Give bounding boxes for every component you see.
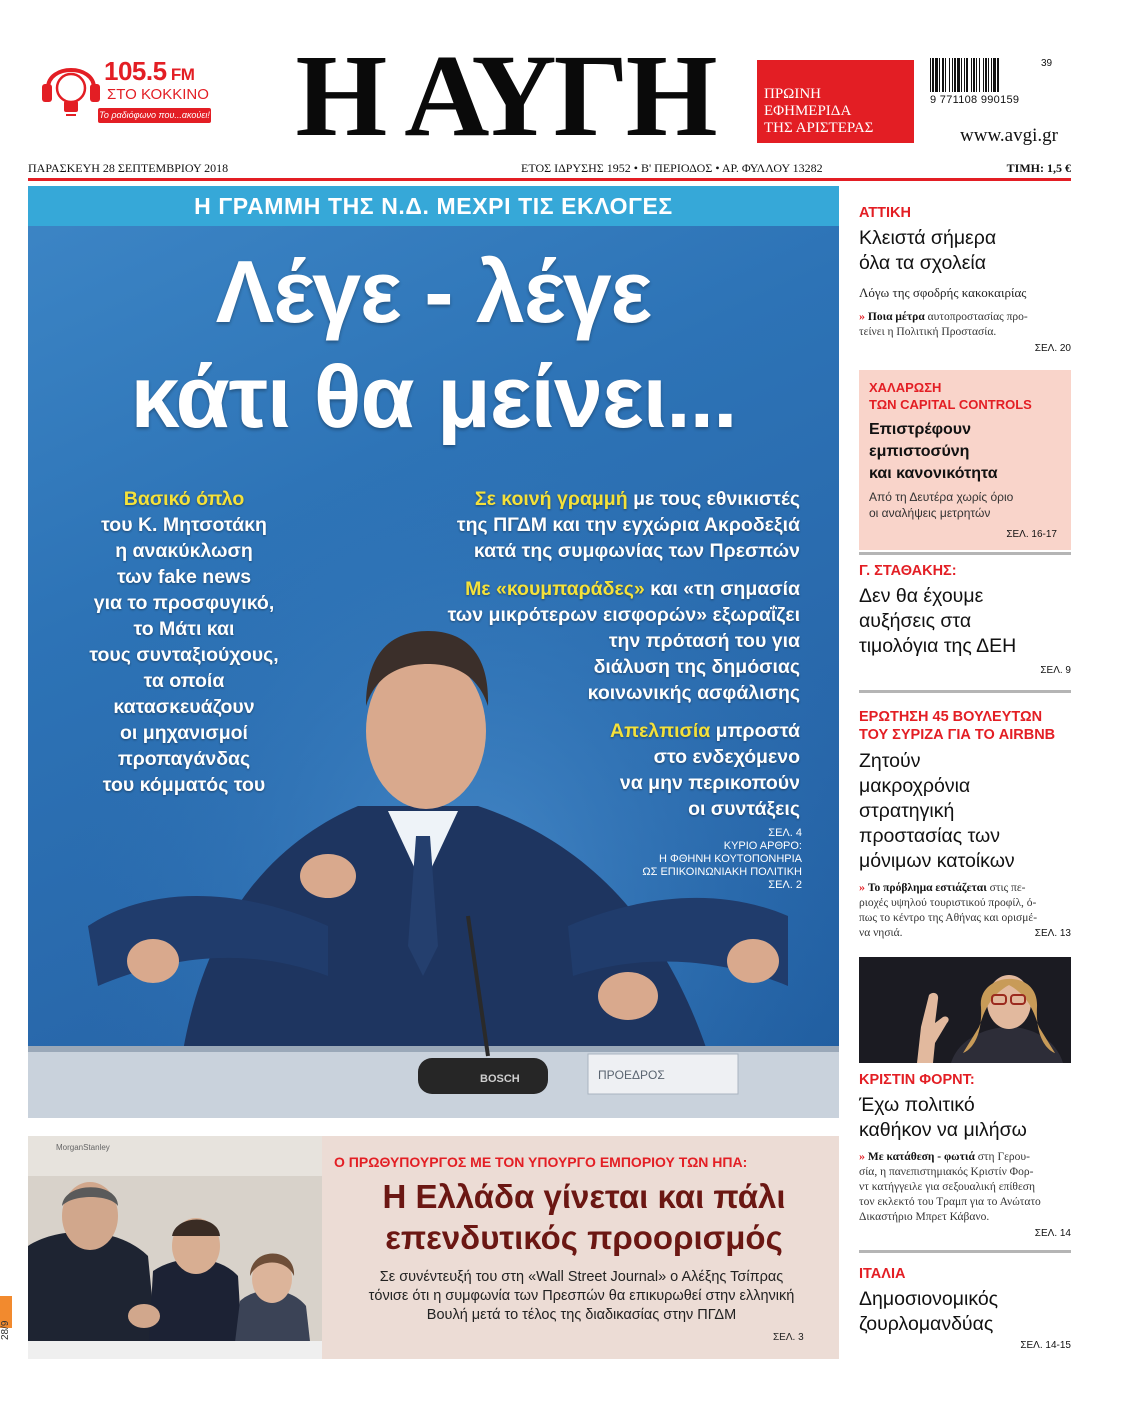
right-first-rest: μπροστά: [710, 720, 800, 742]
issue-code: 39: [1041, 58, 1053, 69]
sidebar-lead: [859, 309, 1071, 340]
lower-title: [334, 1176, 834, 1258]
headline-line: αυξήσεις στα: [859, 610, 972, 632]
lead-rest: αυτοπροστασίας προ-: [924, 311, 1028, 323]
lower-body: [334, 1268, 829, 1325]
sidebar-capital-controls[interactable]: [859, 370, 1071, 550]
lead-rest: στις πε-: [986, 882, 1026, 894]
ref-line: ΩΣ ΕΠΙΚΟΙΝΩΝΙΑΚΗ ΠΟΛΙΤΙΚΗ: [642, 866, 802, 878]
left-line: τους συνταξιούχους,: [89, 644, 279, 666]
radio-slogan: Το ραδιόφωνο που...ακούει!: [98, 108, 211, 123]
sidebar-headline: [859, 1287, 1071, 1337]
sidebar-stathakis[interactable]: [859, 562, 1071, 676]
barcode-issue: [1041, 58, 1065, 86]
right-highlight: Με «κουμπαράδες»: [465, 578, 645, 600]
left-line: του κόμματός του: [102, 774, 266, 796]
right-first-line: [358, 718, 800, 744]
left-line: του Κ. Μητσοτάκη: [101, 514, 267, 536]
lower-story[interactable]: [28, 1136, 839, 1359]
tagline-line: ΤΗΣ ΑΡΙΣΤΕΡΑΣ: [764, 120, 874, 136]
sidebar-page-ref: ΣΕΛ. 20: [1034, 343, 1071, 354]
right-line: την πρότασή του για: [608, 630, 800, 652]
headline-line: Ζητούν: [859, 750, 921, 772]
lower-body-line: Σε συνέντευξή του στη «Wall Street Journal» ο Αλέξης Τσίπρας: [379, 1269, 784, 1285]
lead-line: τον εκλεκτό του Τραμπ για το Ανώτατο: [859, 1196, 1041, 1208]
sidebar-subhead: [869, 489, 1061, 521]
sidebar-headline: [859, 226, 1071, 276]
price: ΤΙΜΗ: 1,5 €: [1006, 161, 1071, 175]
sidebar-kicker: ΙΤΑΛΙΑ: [859, 1266, 906, 1282]
sidebar-headline: [859, 584, 1071, 659]
lower-body-line: τόνισε ότι η συμφωνία των Πρεσπών θα επικυρωθεί στην ελληνική: [368, 1288, 795, 1304]
left-line: οι μηχανισμοί: [120, 722, 248, 744]
sidebar-kicker: ΕΡΩΤΗΣΗ 45 ΒΟΥΛΕΥΤΩΝ: [859, 709, 1043, 725]
left-line: η ανακύκλωση: [115, 540, 253, 562]
issue-date: ΠΑΡΑΣΚΕΥΗ 28 ΣΕΠΤΕΜΒΡΙΟΥ 2018: [28, 161, 229, 175]
radio-frequency: 105.5 FM: [104, 56, 195, 86]
headline-line: όλα τα σχολεία: [859, 252, 987, 274]
headline-line: και κανονικότητα: [869, 465, 998, 482]
sidebar-kicker: ΤΟΥ ΣΥΡΙΖΑ ΓΙΑ ΤΟ AIRBNB: [859, 727, 1056, 743]
sidebar-page-ref: ΣΕΛ. 13: [1034, 928, 1071, 939]
lead-line: Δικαστήριο Μπρετ Κάβανο.: [859, 1211, 990, 1223]
sidebar-kicker: ΤΩΝ CAPITAL CONTROLS: [869, 397, 1032, 412]
hero-right-column: [358, 486, 800, 834]
sidebar-kicker: ΚΡΙΣΤΙΝ ΦΟΡΝΤ:: [859, 1072, 975, 1088]
double-chevron-icon: »: [859, 1149, 865, 1163]
tagline-line: ΠΡΩΙΝΗ: [764, 86, 821, 102]
headline-line: ζουρλομανδύας: [859, 1313, 994, 1335]
sidebar-kicker: ΑΤΤΙΚΗ: [859, 205, 911, 221]
sidebar-divider: [859, 690, 1071, 693]
sidebar-headline: [869, 419, 1061, 485]
lightbulb-headphones-icon: [40, 54, 102, 124]
barcode-number: 9 771108 990159: [930, 94, 1020, 106]
headline-line: Δεν θα έχουμε: [859, 585, 984, 607]
right-highlight: Σε κοινή γραμμή: [474, 488, 628, 510]
right-paragraph: [358, 576, 800, 706]
issue-info: ΕΤΟΣ ΙΔΡΥΣΗΣ 1952 • Β' ΠΕΡΙΟΔΟΣ • ΑΡ. ΦΥΛΛΟΥ 13282: [521, 161, 823, 175]
hero-page-refs: [558, 827, 802, 892]
right-line: των μικρότερων εισφορών» εξωραΐζει: [447, 604, 800, 626]
hero-left-column: [50, 486, 318, 798]
photo-sign: MorganStanley: [56, 1143, 110, 1152]
lead-bold: Το πρόβλημα εστιάζεται: [867, 882, 987, 894]
headline-line: καθήκον να μιλήσω: [859, 1119, 1027, 1141]
website-link[interactable]: www.avgi.gr: [960, 125, 1058, 146]
sidebar-kicker: ΧΑΛΑΡΩΣΗ: [869, 380, 942, 395]
headline-line: εμπιστοσύνη: [869, 443, 970, 460]
right-paragraph: [358, 718, 800, 822]
mic-label: BOSCH: [480, 1073, 520, 1085]
hero-title-line: κάτι θα μείνει...: [130, 347, 737, 446]
right-line: οι συντάξεις: [688, 798, 800, 820]
hero-story[interactable]: [28, 186, 839, 1118]
right-line: στο ενδεχόμενο: [653, 746, 800, 768]
sidebar-kicker: Γ. ΣΤΑΘΑΚΗΣ:: [859, 563, 957, 579]
radio-name: ΣΤΟ ΚΟΚΚΙΝΟ: [107, 86, 209, 103]
right-line: κατά της συμφωνίας των Πρεσπών: [473, 540, 800, 562]
tagline-line: ΕΦΗΜΕΡΙΔΑ: [764, 103, 852, 119]
lower-page-ref: ΣΕΛ. 3: [773, 1332, 804, 1343]
left-line: κατασκευάζουν: [113, 696, 255, 718]
lead-line: να νησιά.: [859, 927, 903, 939]
left-line: για το προσφυγικό,: [93, 592, 275, 614]
sidebar-page-ref: ΣΕΛ. 14: [1034, 1228, 1071, 1239]
tagline-box: [757, 60, 914, 143]
sidebar-lead: [859, 1149, 1071, 1225]
lead-rest: στη Γερου-: [974, 1151, 1030, 1163]
edge-date: 28/9: [0, 1320, 11, 1340]
right-highlight: Απελπισία: [610, 720, 711, 742]
sidebar-attiki[interactable]: [859, 204, 1071, 354]
subhead-line: οι αναλήψεις μετρητών: [869, 506, 991, 520]
headline-line: προστασίας των: [859, 825, 1000, 847]
barcode-bars-icon: [930, 58, 1036, 92]
right-line: κοινωνικής ασφάλισης: [587, 682, 800, 704]
sidebar-subhead: Λόγω της σφοδρής κακοκαιρίας: [859, 285, 1027, 300]
left-line: των fake news: [116, 566, 252, 588]
tsipras-photo: [28, 1136, 322, 1359]
double-chevron-icon: »: [859, 309, 865, 323]
headline-line: Κλειστά σήμερα: [859, 227, 997, 249]
sidebar-headline: [859, 1093, 1071, 1143]
hero-kicker: Η ΓΡΑΜΜΗ ΤΗΣ Ν.Δ. ΜΕΧΡΙ ΤΙΣ ΕΚΛΟΓΕΣ: [28, 186, 839, 226]
lead-line: ντ κατήγγειλε για σεξουαλική επίθεση: [859, 1181, 1035, 1193]
left-line: το Μάτι και: [133, 618, 235, 640]
dateline: [28, 159, 1071, 181]
right-paragraph: [358, 486, 800, 564]
ref-line: ΚΥΡΙΟ ΑΡΘΡΟ:: [723, 840, 802, 852]
lower-kicker: Ο ΠΡΩΘΥΠΟΥΡΓΟΣ ΜΕ ΤΟΝ ΥΠΟΥΡΓΟ ΕΜΠΟΡΙΟΥ ΤΩΝ ΗΠΑ:: [334, 1154, 748, 1170]
headline-line: στρατηγική: [859, 800, 955, 822]
sidebar-page-ref: ΣΕΛ. 16-17: [1006, 529, 1057, 540]
barcode: [930, 58, 1070, 108]
left-highlight: Βασικό όπλο: [123, 488, 245, 510]
ref-line: ΣΕΛ. 2: [768, 879, 802, 891]
sidebar-divider: [859, 1250, 1071, 1253]
hero-title-line: Λέγε - λέγε: [215, 242, 652, 341]
lower-title-line: επενδυτικός προορισμός: [385, 1219, 783, 1256]
headline-line: μόνιμων κατοίκων: [859, 850, 1015, 872]
headline-line: Έχω πολιτικό: [859, 1094, 975, 1116]
lead-line: ριοχές υψηλού τουριστικού προφίλ, ό-: [859, 897, 1037, 909]
right-line: διάλυση της δημόσιας: [593, 656, 800, 678]
lead-bold: Ποια μέτρα: [867, 311, 925, 323]
ford-photo: [859, 957, 1071, 1063]
right-line: να μην περικοπούν: [619, 772, 800, 794]
right-first-line: [358, 486, 800, 512]
lead-line: τείνει η Πολιτική Προστασία.: [859, 326, 997, 338]
left-line: τα οποία: [143, 670, 225, 692]
sidebar-page-ref: ΣΕΛ. 9: [1040, 665, 1071, 676]
newspaper-title: Η ΑΥΓΗ: [295, 30, 715, 161]
ref-line: ΣΕΛ. 4: [768, 827, 802, 839]
left-line: προπαγάνδας: [117, 748, 251, 770]
sidebar-ford[interactable]: [859, 1071, 1071, 1239]
sidebar-headline: [859, 749, 1071, 874]
sidebar-divider: [859, 552, 1071, 555]
sidebar-page-ref: ΣΕΛ. 14-15: [1020, 1340, 1071, 1351]
sidebar-italia[interactable]: [859, 1265, 1071, 1351]
lower-title-line: Η Ελλάδα γίνεται και πάλι: [382, 1178, 786, 1215]
headline-line: Επιστρέφουν: [869, 421, 971, 438]
headline-line: Δημοσιονομικός: [859, 1288, 999, 1310]
nameplate-text: ΠΡΟΕΔΡΟΣ: [598, 1068, 665, 1082]
subhead-line: Από τη Δευτέρα χωρίς όριο: [869, 490, 1014, 504]
lead-bold: Με κατάθεση - φωτιά: [867, 1151, 975, 1163]
lower-body-line: Βουλή μετά το τέλος της διαδικασίας στην ΠΓΔΜ: [426, 1307, 737, 1323]
right-first-rest: με τους εθνικιστές: [627, 488, 800, 510]
double-chevron-icon: »: [859, 880, 865, 894]
radio-logo[interactable]: [40, 54, 212, 124]
lead-line: σία, η πανεπιστημιακός Κριστίν Φορ-: [859, 1166, 1034, 1178]
sidebar-airbnb[interactable]: [859, 708, 1071, 939]
ref-line: Η ΦΘΗΝΗ ΚΟΥΤΟΠΟΝΗΡΙΑ: [659, 853, 802, 865]
right-first-rest: και «τη σημασία: [644, 578, 800, 600]
lead-line: πως το κέντρο της Αθήνας και ορισμέ-: [859, 912, 1038, 924]
right-first-line: [358, 576, 800, 602]
right-line: της ΠΓΔΜ και την εγχώρια Ακροδεξιά: [456, 514, 800, 536]
headline-line: τιμολόγια της ΔΕΗ: [859, 635, 1017, 657]
headline-line: μακροχρόνια: [859, 775, 971, 797]
